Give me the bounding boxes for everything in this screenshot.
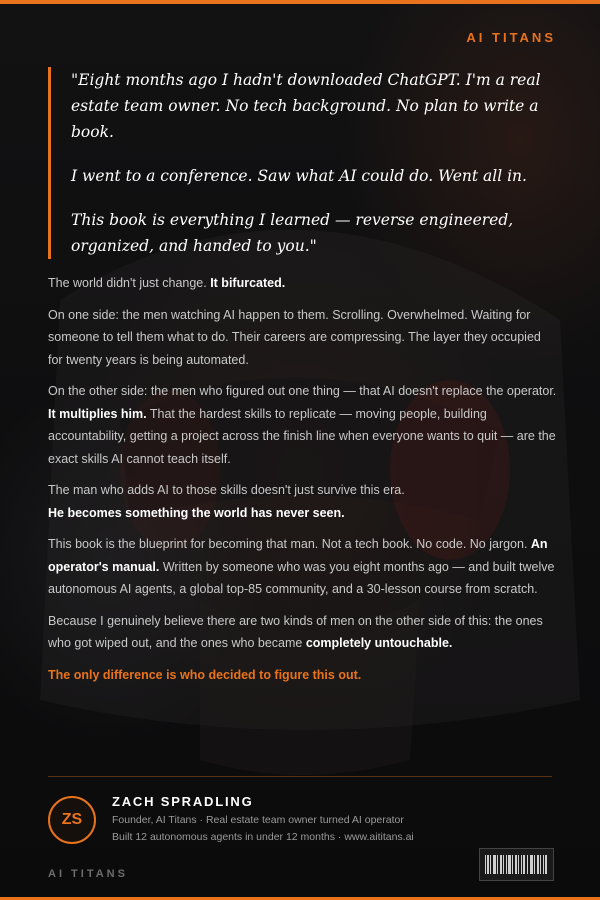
author-credentials: Built 12 autonomous agents in under 12 months · www.aititans.ai xyxy=(112,831,414,843)
body-copy xyxy=(48,272,558,695)
barcode-icon xyxy=(479,848,554,881)
body-paragraph: The world didn't just change. It bifurcated. xyxy=(48,276,286,290)
body-paragraph: This book is the blueprint for becoming that man. Not a tech book. No code. No jargon. An operator's manual. Written by someone who was you eight months ago — and built twelve autonomous AI agents, a global top-85 community, and a 30-lesson course from scratch. xyxy=(48,537,555,596)
body-paragraph: On the other side: the men who figured out one thing — that AI doesn't replace the operator. It multiplies him. That the hardest skills to replicate — moving people, building accountability, getting a project across the finish line when everyone wants to quit — are the exact skills AI cannot teach itself. xyxy=(48,384,557,466)
body-paragraph: Because I genuinely believe there are two kinds of men on the other side of this: the ones who got wiped out, and the ones who became completely untouchable. xyxy=(48,613,543,650)
divider xyxy=(48,776,552,777)
body-paragraph: On one side: the men watching AI happen to them. Scrolling. Overwhelmed. Waiting for someone to tell them what to do. Their careers are compressing. The layer they occupied for twenty years is being automated. xyxy=(48,307,541,367)
author-avatar: ZS xyxy=(48,796,96,844)
closing-line: The only difference is who decided to figure this out. xyxy=(48,667,362,682)
author-title: Founder, AI Titans · Real estate team owner turned AI operator xyxy=(112,814,404,826)
quote-paragraph: This book is everything I learned — reverse engineered, organized, and handed to you." xyxy=(71,211,514,255)
pull-quote xyxy=(48,67,581,259)
body-paragraph: The man who adds AI to those skills doesn't just survive this era. He becomes something the world has never seen. xyxy=(48,483,405,520)
author-name: ZACH SPRADLING xyxy=(112,794,254,809)
brand-wordmark-bottom: AI TITANS xyxy=(48,868,128,880)
quote-paragraph: "Eight months ago I hadn't downloaded ChatGPT. I'm a real estate team owner. No tech background. No plan to write a book. xyxy=(71,71,541,141)
brand-wordmark-top: AI TITANS xyxy=(466,30,556,45)
quote-paragraph: I went to a conference. Saw what AI could do. Went all in. xyxy=(71,167,527,185)
